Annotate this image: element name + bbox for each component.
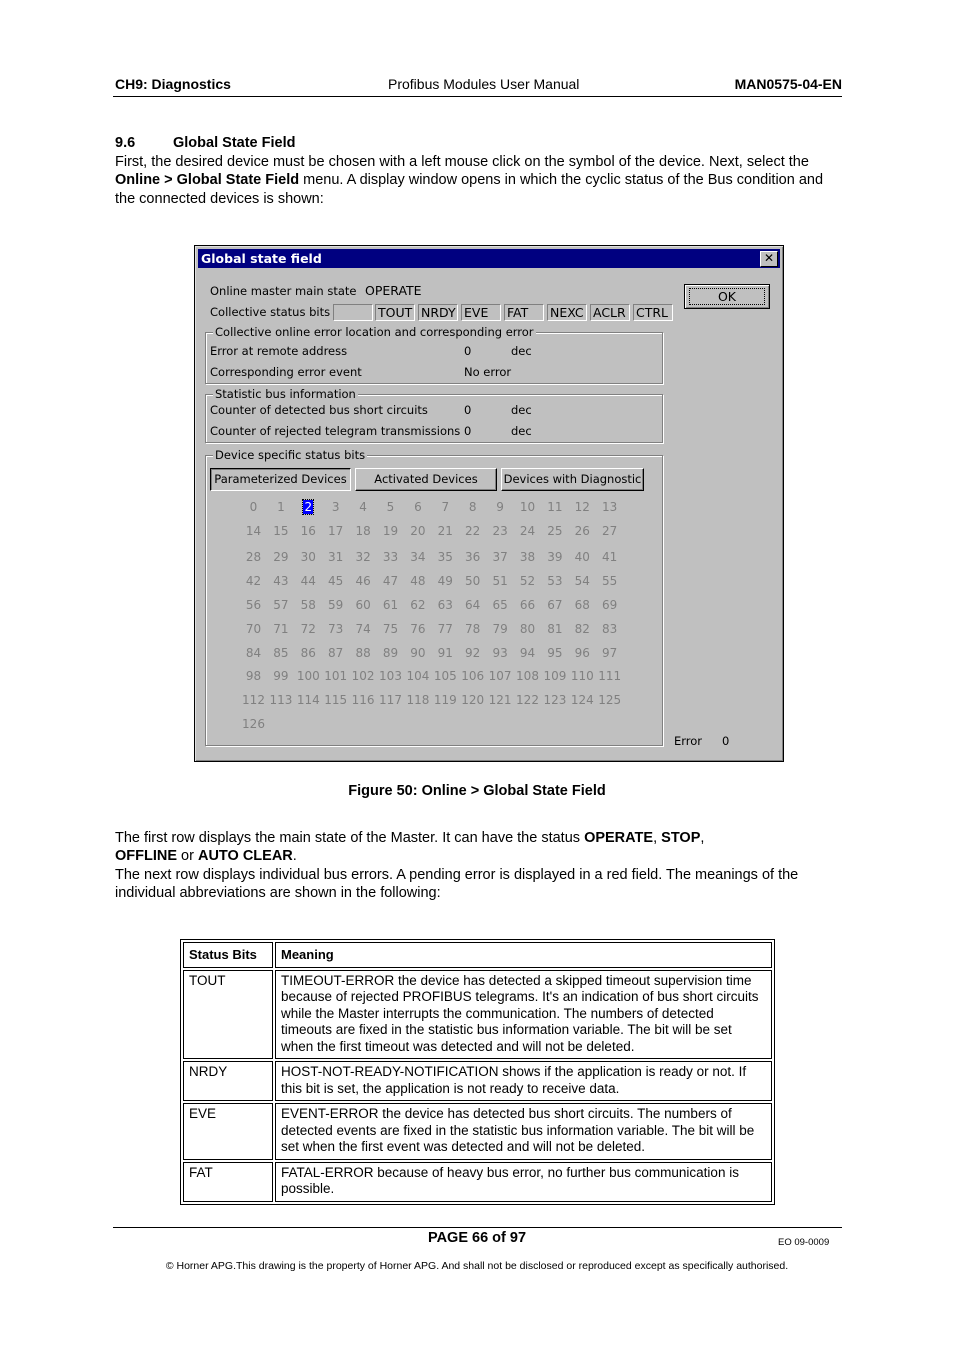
- device-address-82[interactable]: 82: [574, 622, 590, 636]
- dialog-title-bar: [198, 249, 780, 268]
- device-address-83[interactable]: 83: [602, 622, 618, 636]
- device-address-91[interactable]: 91: [437, 646, 453, 660]
- short-circuits-unit: dec: [511, 403, 532, 417]
- device-address-68[interactable]: 68: [574, 598, 590, 612]
- device-address-104[interactable]: 104: [406, 669, 430, 683]
- device-address-59[interactable]: 59: [328, 598, 344, 612]
- device-address-30[interactable]: 30: [300, 550, 316, 564]
- para2-sep-2: ,: [700, 830, 705, 846]
- status-bit-nrdy: NRDY: [418, 304, 458, 321]
- intro-paragraph: [115, 153, 845, 208]
- device-address-121[interactable]: 121: [488, 693, 512, 707]
- footer-rule: [113, 1227, 842, 1228]
- device-address-38[interactable]: 38: [519, 550, 536, 564]
- device-address-100[interactable]: 100: [296, 669, 320, 683]
- device-address-125[interactable]: 125: [598, 693, 622, 707]
- error-value: 0: [722, 734, 730, 748]
- device-address-63[interactable]: 63: [437, 598, 453, 612]
- device-address-49[interactable]: 49: [437, 574, 453, 588]
- status-bit-cell: EVE: [183, 1103, 273, 1160]
- device-address-51[interactable]: 51: [492, 574, 508, 588]
- column-header-meaning: Meaning: [275, 942, 772, 968]
- statistic-group-label: Statistic bus information: [215, 387, 356, 401]
- device-address-13[interactable]: 13: [602, 500, 618, 514]
- header-doc-number: MAN0575-04-EN: [734, 76, 842, 92]
- device-address-1[interactable]: 1: [277, 500, 285, 514]
- device-address-66[interactable]: 66: [519, 598, 536, 612]
- device-address-54[interactable]: 54: [574, 574, 590, 588]
- state-offline: OFFLINE: [115, 848, 178, 865]
- error-label: Error: [674, 734, 703, 748]
- device-address-71[interactable]: 71: [273, 622, 289, 636]
- status-bit-fat: FAT: [504, 304, 544, 321]
- device-address-116[interactable]: 116: [351, 693, 375, 707]
- device-address-108[interactable]: 108: [516, 669, 539, 683]
- copyright-notice: © Horner APG.This drawing is the property of Horner APG. And shall not be disclosed or reproduced except as specifically authorised.: [165, 1260, 789, 1272]
- device-address-114[interactable]: 114: [296, 693, 320, 707]
- header-chapter: CH9: Diagnostics: [115, 76, 231, 92]
- device-address-29[interactable]: 29: [273, 550, 289, 564]
- column-header-status-bits: Status Bits: [183, 942, 273, 968]
- device-address-98[interactable]: 98: [245, 669, 262, 683]
- device-address-113[interactable]: 113: [269, 693, 293, 707]
- device-address-35[interactable]: 35: [437, 550, 453, 564]
- device-address-53[interactable]: 53: [547, 574, 563, 588]
- device-address-103[interactable]: 103: [379, 669, 402, 683]
- remote-address-unit: dec: [511, 344, 532, 358]
- device-address-92[interactable]: 92: [465, 646, 481, 660]
- meaning-cell: TIMEOUT-ERROR the device has detected a skipped timeout supervision time because of rejected PROFIBUS telegrams. It's an indication of bus short circuits while the Master interrupts the communication. The numbers of detected timeouts are fixed in the statistic bus information variable. The bit will be set when the first timeout was detected and will not be deleted.: [275, 970, 772, 1060]
- device-address-64[interactable]: 64: [465, 598, 481, 612]
- device-address-37[interactable]: 37: [492, 550, 508, 564]
- device-address-2[interactable]: 2: [304, 500, 313, 514]
- device-address-16[interactable]: 16: [300, 524, 316, 538]
- device-address-87[interactable]: 87: [328, 646, 344, 660]
- device-address-25[interactable]: 25: [547, 524, 563, 538]
- device-address-27[interactable]: 27: [602, 524, 618, 538]
- device-address-3[interactable]: 3: [331, 500, 340, 514]
- status-bit-cell: NRDY: [183, 1061, 273, 1101]
- table-header-row: [183, 942, 772, 968]
- device-address-107[interactable]: 107: [488, 669, 512, 683]
- device-address-45[interactable]: 45: [328, 574, 344, 588]
- para2-sep-3: or: [177, 848, 198, 865]
- device-address-42[interactable]: 42: [245, 574, 262, 588]
- device-address-120[interactable]: 120: [461, 693, 485, 707]
- meaning-cell: HOST-NOT-READY-NOTIFICATION shows if the application is ready or not. If this bit is set, the application is not ready to receive data.: [275, 1061, 772, 1101]
- master-state-value: OPERATE: [365, 283, 422, 298]
- device-address-110[interactable]: 110: [570, 669, 594, 683]
- device-address-5[interactable]: 5: [386, 500, 395, 514]
- device-address-109[interactable]: 109: [543, 669, 567, 683]
- meaning-cell: FATAL-ERROR because of heavy bus error, no further bus communication is possible.: [275, 1162, 772, 1202]
- device-address-75[interactable]: 75: [382, 622, 399, 636]
- device-address-28[interactable]: 28: [245, 550, 262, 564]
- header-rule: [113, 96, 842, 97]
- section-heading: [115, 135, 295, 151]
- device-address-69[interactable]: 69: [602, 598, 618, 612]
- device-address-72[interactable]: 72: [300, 622, 316, 636]
- device-address-86[interactable]: 86: [300, 646, 316, 660]
- device-address-32[interactable]: 32: [355, 550, 371, 564]
- page-number: PAGE 66 of 97: [427, 1230, 527, 1246]
- eo-code: EO 09-0009: [778, 1237, 830, 1248]
- device-address-84[interactable]: 84: [245, 646, 262, 660]
- device-address-24[interactable]: 24: [519, 524, 536, 538]
- device-group-label: Device specific status bits: [215, 448, 366, 462]
- device-address-99[interactable]: 99: [273, 669, 289, 683]
- rejected-telegrams-unit: dec: [511, 424, 532, 438]
- remote-address-label: Error at remote address: [210, 344, 348, 358]
- device-address-118[interactable]: 118: [406, 693, 430, 707]
- device-address-56[interactable]: 56: [245, 598, 262, 612]
- device-address-55[interactable]: 55: [602, 574, 618, 588]
- meaning-cell: EVENT-ERROR the device has detected bus short circuits. The numbers of detected events are fixed in the statistic bus information variable. The bit will be set when the first event was detected and will not be deleted.: [275, 1103, 772, 1160]
- device-address-93[interactable]: 93: [492, 646, 508, 660]
- device-address-6[interactable]: 6: [414, 500, 422, 514]
- device-address-52[interactable]: 52: [519, 574, 536, 588]
- device-address-50[interactable]: 50: [465, 574, 481, 588]
- table-row: [183, 1103, 772, 1160]
- short-circuits-value: 0: [464, 403, 472, 417]
- header-manual-title: Profibus Modules User Manual: [388, 76, 580, 92]
- intro-text-2: menu. A display window opens in which the cyclic status of the Bus condition and the connected devices is shown:: [115, 172, 824, 207]
- device-address-58[interactable]: 58: [300, 598, 316, 612]
- close-icon[interactable]: ✕: [760, 251, 778, 267]
- device-address-17[interactable]: 17: [328, 524, 344, 538]
- dialog-title: Global state field: [201, 251, 322, 266]
- status-bit-nexc: NEXC: [547, 304, 587, 321]
- section-number: 9.6: [115, 135, 136, 151]
- device-address-19[interactable]: 19: [382, 524, 399, 538]
- device-address-95[interactable]: 95: [547, 646, 563, 660]
- error-event-value: No error: [464, 365, 512, 379]
- device-address-9[interactable]: 9: [496, 500, 504, 514]
- device-address-43[interactable]: 43: [273, 574, 289, 588]
- device-address-88[interactable]: 88: [355, 646, 371, 660]
- device-address-78[interactable]: 78: [465, 622, 481, 636]
- device-address-65[interactable]: 65: [492, 598, 508, 612]
- device-address-15[interactable]: 15: [273, 524, 289, 538]
- short-circuits-label: Counter of detected bus short circuits: [210, 403, 428, 417]
- figure-caption: Figure 50: Online > Global State Field: [348, 783, 606, 799]
- device-address-111[interactable]: 111: [598, 669, 622, 683]
- device-address-94[interactable]: 94: [519, 646, 536, 660]
- statistic-bus-group: [205, 387, 663, 443]
- bus-errors-paragraph: The next row displays individual bus errors. A pending error is displayed in a red field. The meanings of the individual abbreviations are shown in the following:: [115, 867, 799, 902]
- status-bit-tout: TOUT: [375, 304, 415, 321]
- master-state-paragraph: [115, 829, 845, 866]
- device-address-39[interactable]: 39: [547, 550, 563, 564]
- tab-activated-devices[interactable]: Activated Devices: [355, 468, 497, 491]
- device-address-123[interactable]: 123: [543, 693, 567, 707]
- device-address-74[interactable]: 74: [355, 622, 371, 636]
- master-state-label: Online master main state: [210, 284, 357, 298]
- device-address-102[interactable]: 102: [351, 669, 375, 683]
- para2-text: The first row displays the main state of the Master. It can have the status: [115, 830, 585, 846]
- device-address-44[interactable]: 44: [300, 574, 316, 588]
- para2-sep-1: ,: [653, 830, 662, 846]
- status-bit-aclr: ACLR: [590, 304, 630, 321]
- section-title: Global State Field: [173, 135, 296, 151]
- device-address-33[interactable]: 33: [382, 550, 399, 564]
- table-row: [183, 970, 772, 1060]
- device-address-40[interactable]: 40: [574, 550, 590, 564]
- status-bit-cell: FAT: [183, 1162, 273, 1202]
- device-address-62[interactable]: 62: [410, 598, 426, 612]
- device-address-20[interactable]: 20: [410, 524, 426, 538]
- device-address-96[interactable]: 96: [574, 646, 590, 660]
- status-bit-blank: [333, 304, 373, 321]
- device-address-122[interactable]: 122: [516, 693, 539, 707]
- error-location-group: [205, 325, 663, 384]
- intro-text-1: First, the desired device must be chosen with a left mouse click on the symbol of the device. Next, select the: [115, 154, 809, 170]
- remote-address-value: 0: [464, 344, 472, 358]
- device-address-106[interactable]: 106: [461, 669, 485, 683]
- device-address-60[interactable]: 60: [355, 598, 371, 612]
- rejected-telegrams-label: Counter of rejected telegram transmissions: [210, 424, 461, 438]
- error-group-label: Collective online error location and corresponding error: [215, 325, 534, 339]
- device-address-105[interactable]: 105: [433, 669, 457, 683]
- device-address-85[interactable]: 85: [273, 646, 289, 660]
- device-address-57[interactable]: 57: [273, 598, 289, 612]
- device-address-47[interactable]: 47: [382, 574, 399, 588]
- device-address-46[interactable]: 46: [355, 574, 371, 588]
- device-address-67[interactable]: 67: [547, 598, 563, 612]
- device-address-26[interactable]: 26: [574, 524, 590, 538]
- device-address-22[interactable]: 22: [465, 524, 481, 538]
- device-address-101[interactable]: 101: [324, 669, 348, 683]
- device-address-115[interactable]: 115: [324, 693, 348, 707]
- device-address-70[interactable]: 70: [245, 622, 262, 636]
- state-auto-clear: AUTO CLEAR: [197, 848, 293, 865]
- status-bit-cell: TOUT: [183, 970, 273, 1060]
- device-address-89[interactable]: 89: [382, 646, 399, 660]
- device-address-23[interactable]: 23: [492, 524, 508, 538]
- device-address-14[interactable]: 14: [245, 524, 262, 538]
- ok-button-label: OK: [689, 288, 765, 305]
- device-address-7[interactable]: 7: [441, 500, 450, 514]
- device-address-0[interactable]: 0: [249, 500, 258, 514]
- device-address-21[interactable]: 21: [437, 524, 453, 538]
- device-address-34[interactable]: 34: [410, 550, 426, 564]
- device-address-112[interactable]: 112: [242, 693, 265, 707]
- ok-button[interactable]: [684, 284, 770, 309]
- device-address-76[interactable]: 76: [410, 622, 426, 636]
- device-address-73[interactable]: 73: [328, 622, 344, 636]
- device-address-97[interactable]: 97: [602, 646, 618, 660]
- status-bits-table: [180, 939, 775, 1205]
- device-address-10[interactable]: 10: [519, 500, 536, 514]
- device-address-61[interactable]: 61: [382, 598, 399, 612]
- device-address-124[interactable]: 124: [570, 693, 594, 707]
- device-address-12[interactable]: 12: [574, 500, 590, 514]
- intro-menu-path: Online > Global State Field: [115, 172, 300, 189]
- global-state-dialog: [194, 245, 784, 762]
- device-address-80[interactable]: 80: [519, 622, 536, 636]
- device-address-11[interactable]: 11: [547, 500, 563, 514]
- device-address-31[interactable]: 31: [328, 550, 344, 564]
- device-address-79[interactable]: 79: [492, 622, 508, 636]
- state-operate: OPERATE: [584, 830, 654, 846]
- status-bit-eve: EVE: [461, 304, 501, 321]
- device-address-117[interactable]: 117: [379, 693, 402, 707]
- table-row: [183, 1162, 772, 1202]
- device-address-126[interactable]: 126: [242, 717, 265, 731]
- table-row: [183, 1061, 772, 1101]
- error-event-label: Corresponding error event: [210, 365, 362, 379]
- device-address-36[interactable]: 36: [465, 550, 481, 564]
- status-bit-ctrl: CTRL: [633, 304, 673, 321]
- device-address-77[interactable]: 77: [437, 622, 453, 636]
- device-address-18[interactable]: 18: [355, 524, 371, 538]
- device-address-90[interactable]: 90: [410, 646, 426, 660]
- tab-parameterized-devices[interactable]: Parameterized Devices: [210, 468, 351, 491]
- device-address-48[interactable]: 48: [410, 574, 426, 588]
- para2-sep-4: .: [292, 848, 297, 865]
- status-bits-label: Collective status bits: [210, 305, 331, 319]
- tab-devices-with-diagnostic[interactable]: Devices with Diagnostic: [501, 468, 644, 491]
- state-stop: STOP: [661, 830, 701, 846]
- device-address-119[interactable]: 119: [433, 693, 457, 707]
- device-address-81[interactable]: 81: [547, 622, 563, 636]
- device-address-8[interactable]: 8: [468, 500, 477, 514]
- device-address-41[interactable]: 41: [602, 550, 618, 564]
- rejected-telegrams-value: 0: [464, 424, 472, 438]
- device-address-4[interactable]: 4: [359, 500, 367, 514]
